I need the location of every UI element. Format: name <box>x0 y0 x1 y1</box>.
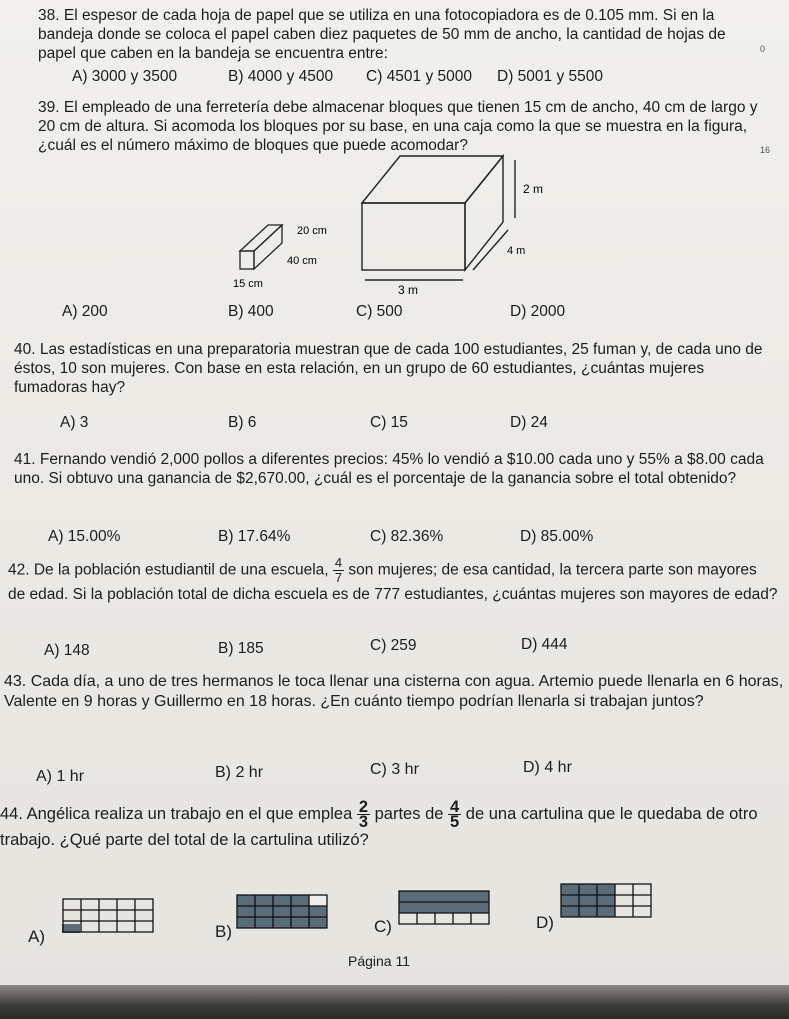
q40-option-c[interactable]: C) 15 <box>370 414 408 431</box>
question-38 <box>38 6 758 63</box>
q44-option-a-grid[interactable] <box>62 898 154 934</box>
q42-option-b[interactable]: B) 185 <box>218 640 264 657</box>
q39-option-a[interactable]: A) 200 <box>62 303 108 320</box>
q38-option-b[interactable]: B) 4000 y 4500 <box>228 68 334 85</box>
q41-option-c[interactable]: C) 82.36% <box>370 528 444 545</box>
question-39-text: 39. El empleado de una ferretería debe almacenar bloques que tienen 15 cm de ancho, 40 cm de largo y 20 cm de altura. Si acomoda los bloques por su base, en una caja como la que se muestra en la figura, ¿cuál es el número máximo de bloques que puede acomodar? <box>38 99 758 154</box>
q43-option-a[interactable]: A) 1 hr <box>36 768 85 785</box>
box-height-label: 2 m <box>523 182 544 196</box>
q44-option-d-label[interactable]: D) <box>536 913 554 932</box>
page-edge-shadow <box>0 985 789 1019</box>
brick-width-label: 15 cm <box>233 278 263 290</box>
q40-option-b[interactable]: B) 6 <box>228 414 257 431</box>
q43-option-c[interactable]: C) 3 hr <box>370 761 419 778</box>
q44-option-b-grid[interactable] <box>236 894 328 930</box>
question-43 <box>4 672 784 712</box>
question-39 <box>38 98 758 155</box>
q42-option-a[interactable]: A) 148 <box>44 642 90 659</box>
q38-option-a[interactable]: A) 3000 y 3500 <box>72 68 178 85</box>
q44-fraction-2: $\frac{4}{5}$ <box>450 798 460 831</box>
q39-option-c[interactable]: C) 500 <box>356 303 403 320</box>
question-42-text-end: son mujeres; de esa cantidad, la tercera parte son mayores de edad. Si la población total de dicha escuela es de 777 estudiantes, ¿cuántas mujeres son mayores de edad? <box>8 561 778 603</box>
question-40 <box>14 340 764 397</box>
q38-option-d[interactable]: D) 5001 y 5500 <box>497 68 603 85</box>
q42-option-d[interactable]: D) 444 <box>521 636 568 653</box>
q38-option-c[interactable]: C) 4501 y 5000 <box>366 68 472 85</box>
q39-option-d[interactable]: D) 2000 <box>510 303 566 320</box>
page-number: Página 11 <box>348 953 411 969</box>
q44-option-d-grid[interactable] <box>560 883 652 919</box>
q41-option-d[interactable]: D) 85.00% <box>520 528 594 545</box>
margin-mark-top: 0 <box>760 44 766 54</box>
q41-option-a[interactable]: A) 15.00% <box>48 528 121 545</box>
question-42-text-start: 42. De la población estudiantil de una escuela, <box>8 561 329 579</box>
q44-option-c-grid[interactable] <box>398 890 490 926</box>
question-40-text: 40. Las estadísticas en una preparatoria muestran que de cada 100 estudiantes, 25 fuman y, de cada uno de éstos, 10 son mujeres. Con base en esta relación, en un grupo de 60 estudiantes, ¿cuántas mujeres fumadoras hay? <box>14 341 763 396</box>
question-38-text: 38. El espesor de cada hoja de papel que se utiliza en una fotocopiadora es de 0.105 mm. Si en la bandeja donde se coloca el papel caben diez paquetes de 50 mm de ancho, la cantidad de hojas de papel que caben en la bandeja se encuentra entre: <box>38 7 726 62</box>
box-drawing <box>362 156 515 280</box>
brick-length-label: 40 cm <box>287 255 317 267</box>
brick-drawing <box>240 225 282 269</box>
q44-option-b-label[interactable]: B) <box>215 922 232 941</box>
question-44-text-start: 44. Angélica realiza un trabajo en el que emplea <box>0 804 353 823</box>
question-41-text: 41. Fernando vendió 2,000 pollos a diferentes precios: 45% lo vendió a $10.00 cada uno y 55% a $8.00 cada uno. Si obtuvo una ganancia de $2,670.00, ¿cuál es el porcentaje de la ganancia sobre el total obtenido? <box>14 451 764 487</box>
box-width-label: 3 m <box>398 283 419 297</box>
q41-option-b[interactable]: B) 17.64% <box>218 528 291 545</box>
margin-mark-mid: 16 <box>760 145 771 155</box>
question-42 <box>8 556 778 604</box>
question-43-text: 43. Cada día, a uno de tres hermanos le toca llenar una cisterna con agua. Artemio puede llenarla en 6 horas, Valente en 9 horas y Guillermo en 18 horas. ¿En cuánto tiempo podrían llenarla si trabajan juntos? <box>4 673 784 710</box>
question-44 <box>0 800 789 851</box>
q43-option-b[interactable]: B) 2 hr <box>215 764 264 781</box>
question-44-text-end: de una cartulina que le quedaba de otro trabajo. ¿Qué parte del total de la cartulina utilizó? <box>0 804 758 849</box>
q42-option-c[interactable]: C) 259 <box>370 637 417 654</box>
q39-option-b[interactable]: B) 400 <box>228 303 274 320</box>
box-depth-label: 4 m <box>507 245 526 257</box>
q44-fraction-1: $\frac{2}{3}$ <box>358 798 369 831</box>
q44-option-c-label[interactable]: C) <box>374 917 392 936</box>
q44-option-a-label[interactable]: A) <box>28 927 45 946</box>
q42-fraction: $\frac{4}{7}$ <box>334 555 343 585</box>
brick-height-label: 20 cm <box>297 225 327 237</box>
q40-option-d[interactable]: D) 24 <box>510 414 548 431</box>
q43-option-d[interactable]: D) 4 hr <box>523 759 572 776</box>
q40-option-a[interactable]: A) 3 <box>60 414 89 431</box>
question-41 <box>14 450 764 488</box>
question-44-text-mid: partes de <box>374 804 444 823</box>
box-figure <box>225 150 545 300</box>
